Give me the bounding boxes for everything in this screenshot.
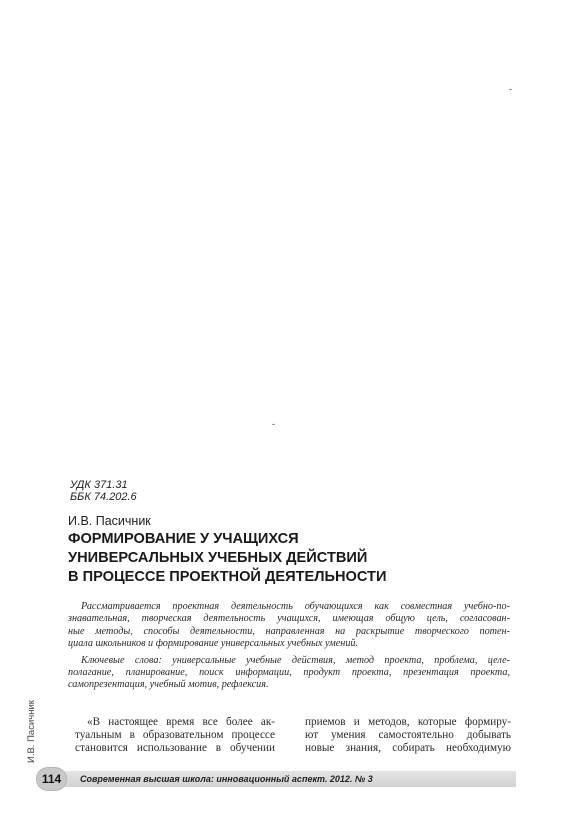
running-author-vertical: И.В. Пасичник: [26, 700, 37, 763]
body-line: становится использование в обучении: [75, 741, 275, 754]
title-line: УНИВЕРСАЛЬНЫХ УЧЕБНЫХ ДЕЙСТВИЙ: [68, 550, 368, 566]
title-line: ФОРМИРОВАНИЕ У УЧАЩИХСЯ: [68, 531, 299, 547]
abstract-line: ные методы, способы деятельности, направленная на раскрытие творческого потен-: [68, 625, 510, 637]
abstract-line: Рассматривается проектная деятельность обучающихся как совместная учебно-по-: [81, 601, 510, 612]
udk-code: УДК 371.31: [70, 479, 128, 491]
abstract: [68, 601, 510, 692]
body-line: новые знания, собирать необходимую: [305, 741, 511, 754]
classification-codes: [70, 479, 137, 503]
body-line: ют умения самостоятельно добывать: [305, 728, 511, 741]
abstract-line: знавательная, творческая деятельность учащихся, имеющая общую цель, согласован-: [68, 613, 510, 625]
page-number: 114: [36, 767, 67, 791]
bbk-code: ББК 74.202.6: [70, 491, 137, 503]
body-line: приемов и методов, которые формиру-: [305, 716, 511, 728]
article-title: [68, 530, 508, 587]
body-column-left: [75, 716, 275, 754]
stray-dash-mark: -: [509, 84, 512, 94]
article-author: И.В. Пасичник: [68, 514, 151, 528]
stray-dash-mark: -: [272, 419, 275, 429]
keywords-line: Ключевые слова: универсальные учебные действия, метод проекта, проблема, целе-: [81, 654, 510, 666]
body-line: «В настоящее время все более ак-: [87, 716, 275, 728]
keywords-line: самопрезентация, учебный мотив, рефлексия.: [68, 679, 269, 691]
title-line: В ПРОЦЕССЕ ПРОЕКТНОЙ ДЕЯТЕЛЬНОСТИ: [68, 569, 387, 585]
keywords-line: полагание, планирование, поиск информации, продукт проекта, презентация проекта,: [68, 667, 510, 679]
abstract-line: циала школьников и формирование универсальных учебных умений.: [68, 638, 359, 650]
body-line: туальным в образовательном процессе: [75, 728, 275, 741]
journal-running-title: Современная высшая школа: инновационный аспект. 2012. № 3: [80, 774, 373, 784]
body-column-right: [305, 716, 511, 754]
